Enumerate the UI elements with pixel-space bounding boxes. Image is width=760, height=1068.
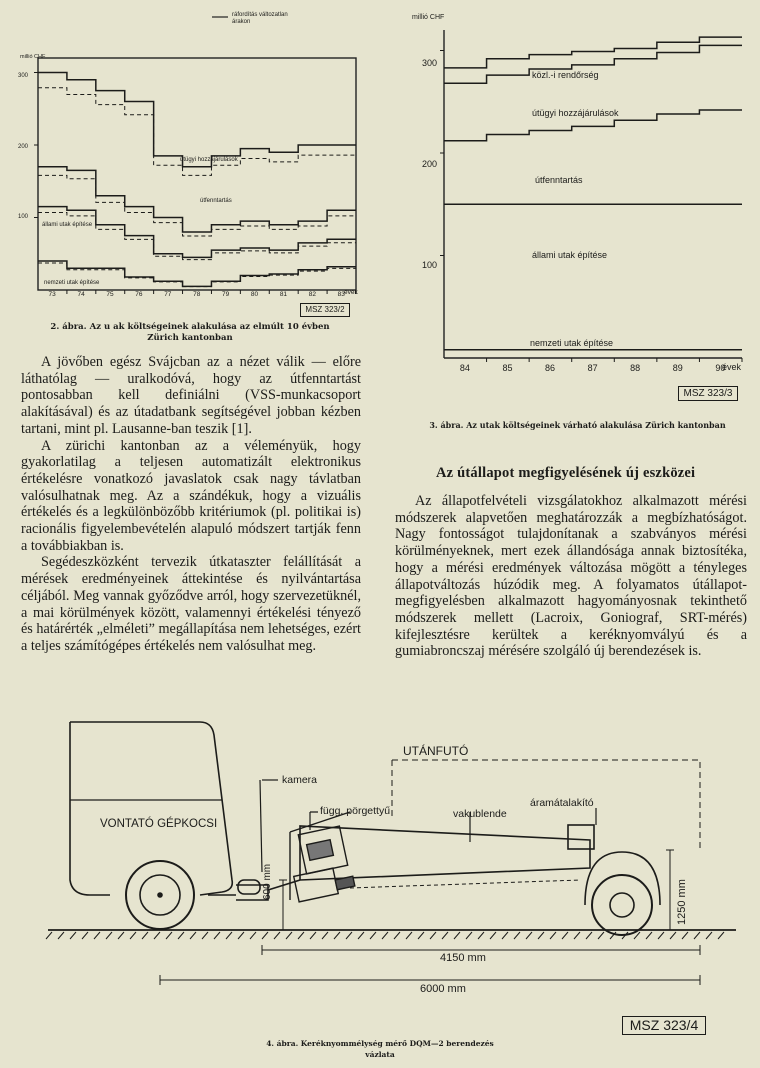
x-tick-label: 83	[337, 291, 345, 298]
trailer-wheel	[592, 875, 652, 935]
trailer-fender	[585, 852, 660, 905]
x-tick-label: 81	[279, 291, 288, 298]
light-beam	[350, 880, 580, 888]
x-tick-label: 85	[502, 363, 513, 373]
chart-2-id-box: MSZ 323/2	[300, 303, 350, 317]
fig-4-caption: 4. ábra. Keréknyommélység mérő DQM—2 berendezés vázlata	[266, 1039, 494, 1059]
chart-3-id-box: MSZ 323/3	[678, 386, 738, 401]
chart-2-caption: 2. ábra. Az u ak költségeinek alakulása az elmúlt 10 évben Zürich kantonban	[50, 322, 330, 343]
series-label: útügyi hozzájárulások	[180, 157, 238, 163]
series-label: útfenntartás	[535, 175, 583, 185]
label-gyroscope: függ. pörgettyű	[320, 805, 391, 817]
x-tick-label: 77	[164, 291, 172, 298]
paragraph: Az állapotfelvételi vizsgálatokhoz alkalmazott mérési módszerek alapvetően meghatározzák a megbízhatóságot. Nagy fontosságot tulajdonítanak a szabványos mérési körülményeknek, mert ezek állandósága annak biztosítéka, hogy a mérési eredmények változása mögött a tényleges állapotváltozás húzódik meg. A folyamatos útállapot-megfigyelésben alkalmazott hagyományosnak tekinthető módszerek mellett (Lacroix, Goniograf, SRT-mérés) kifejlesztésre kerültek a keréknyomvályú és a gumiabroncszaj mérésére szolgáló új berendezések is.	[395, 493, 747, 660]
series-label: útfenntartás	[200, 198, 232, 204]
label-vakublende: vakublende	[453, 808, 507, 820]
chart-3-caption: 3. ábra. Az utak költségeinek várható alakulása Zürich kantonban	[429, 420, 726, 430]
dim-600	[279, 880, 287, 930]
section-heading: Az útállapot megfigyelésének új eszközei	[436, 465, 696, 481]
label-dim-4150: 4150 mm	[440, 952, 486, 964]
trailer-wheel-hub	[610, 893, 634, 917]
trailer-pivot	[238, 880, 260, 894]
dim-1250	[666, 850, 674, 930]
series-label: állami utak építése	[42, 222, 93, 228]
car-wheel-center	[158, 893, 162, 897]
label-utanfuto: UTÁNFUTÓ	[403, 744, 469, 758]
chart-2-legend: ráfordítás változatlan árakon	[232, 12, 288, 25]
y-tick-label: 300	[18, 73, 29, 79]
label-aramatalakito: áramátalakító	[530, 797, 594, 809]
x-tick-label: 79	[222, 291, 230, 298]
y-tick-label: 100	[422, 260, 438, 270]
paragraph: A jövőben egész Svájcban az a nézet válik — előre láthatólag — uralkodóvá, hogy az útfenntartást pontosabban kell definiálni (VSS-munkacsoport alakításával) és az útadatbank segítségével jobban kézben tartani, mint pl. Lausanne-ban teszik [1].	[21, 354, 361, 437]
x-tick-label: 76	[135, 291, 143, 298]
series-label: közl.-i rendőrség	[532, 70, 599, 80]
x-tick-label: 88	[630, 363, 641, 373]
x-tick-label: 78	[193, 291, 201, 298]
label-dim-600: 600 mm	[262, 863, 273, 900]
label-kamera: kamera	[282, 774, 318, 786]
paragraph: Segédeszközként tervezik útkataszter felállítását a mérések eredményeinek áttekintése és nyilvántartása céljából. Meg vannak győződve arról, hogy szervezetüknél, a mai körülmények között, valamennyi értékelési tényező és határérték „elméleti” megállapítása nem lehetséges, ezért a teljes számítógépes értékelés nem valósulhat meg.	[21, 554, 361, 654]
car-body	[70, 722, 232, 895]
series-label: nemzeti utak építése	[530, 338, 614, 348]
x-tick-label: 86	[545, 363, 556, 373]
chart-2-y-unit: millió CHF	[20, 54, 46, 60]
label-vontato: VONTATÓ GÉPKOCSI	[100, 818, 218, 830]
x-tick-label: 80	[250, 291, 259, 298]
y-tick-label: 300	[422, 58, 438, 68]
chart-3-y-unit: millió CHF	[412, 14, 445, 21]
y-tick-label: 200	[422, 159, 438, 169]
series-label: állami utak építése	[532, 250, 608, 260]
x-unit: évek	[344, 289, 358, 296]
x-tick-label: 75	[106, 291, 114, 298]
label-dim-6000: 6000 mm	[420, 983, 466, 995]
x-tick-label: 74	[77, 291, 85, 298]
fig-4-id-box: MSZ 323/4	[622, 1016, 706, 1035]
x-tick-label: 73	[48, 291, 56, 298]
y-tick-label: 200	[18, 144, 29, 150]
x-tick-label: 84	[459, 363, 470, 373]
x-tick-label: 89	[672, 363, 683, 373]
x-tick-label: 90	[715, 363, 726, 373]
y-tick-label: 100	[18, 214, 29, 220]
series-label: nemzeti utak építése	[44, 280, 100, 286]
label-dim-1250: 1250 mm	[676, 879, 688, 925]
x-unit: évek	[722, 362, 742, 372]
paragraph: A zürichi kantonban az a véleményük, hogy gyakorlatilag a teljesen automatizált elektronikus értékelésre vonatkozó javaslatok csak nagy távlatban valósulhatnak meg. Az a szándékuk, hogy a vizuális értékelés és a legkülönbözőbb kritériumok (pl. politikai is) racionális figyelembevételén alapuló módszert tartják fenn a továbbiakban is.	[21, 437, 361, 554]
series-label: útügyi hozzájárulások	[532, 108, 619, 118]
x-tick-label: 82	[308, 291, 316, 298]
x-tick-label: 87	[587, 363, 598, 373]
